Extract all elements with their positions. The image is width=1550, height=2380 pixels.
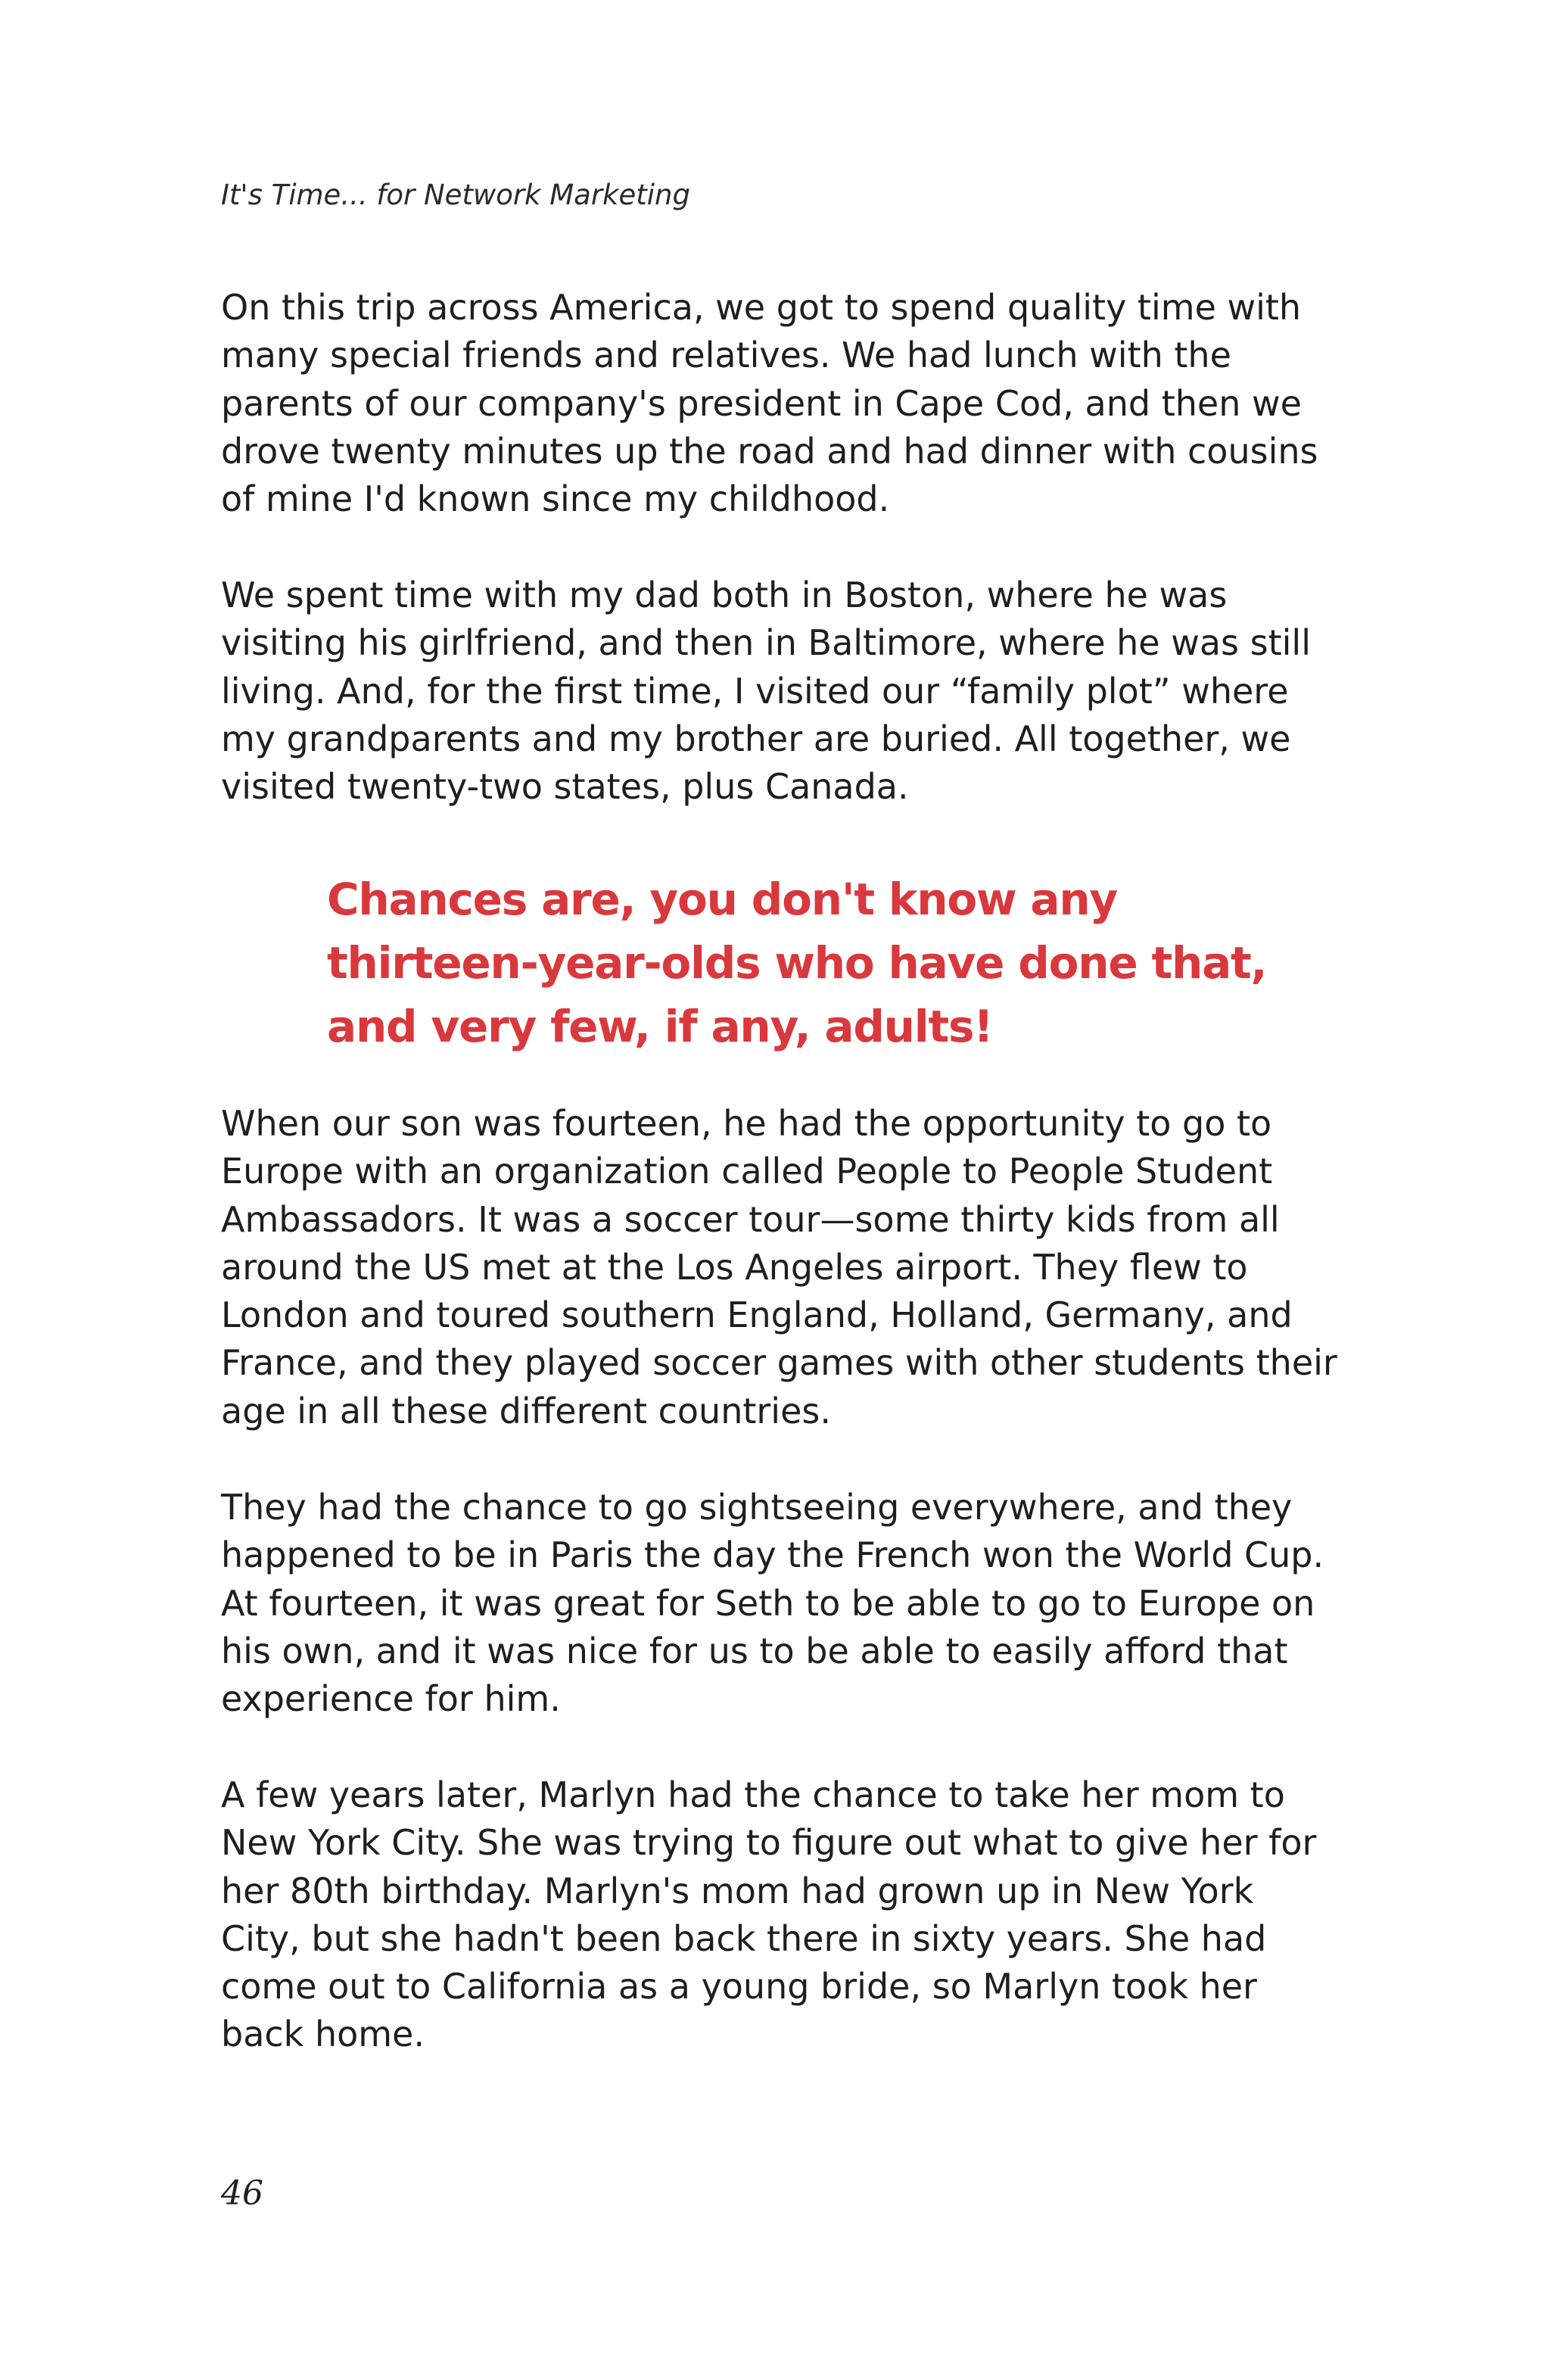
paragraph-5 xyxy=(221,1771,1341,2059)
pull-quote xyxy=(327,868,1311,1058)
text-line: They had the chance to go sightseeing everywhere, and they xyxy=(221,1487,1293,1528)
text-line: her 80th birthday. Marlyn's mom had grown up in New York xyxy=(221,1870,1254,1911)
text-line: around the US met at the Los Angeles airport. They flew to xyxy=(221,1246,1248,1288)
text-line: At fourteen, it was great for Seth to be able to go to Europe on xyxy=(221,1582,1315,1624)
paragraph-3 xyxy=(221,1100,1341,1435)
text-line: City, but she hadn't been back there in sixty years. She had xyxy=(221,1917,1267,1959)
text-line: A few years later, Marlyn had the chance to take her mom to xyxy=(221,1774,1285,1815)
text-line: visiting his girlfriend, and then in Baltimore, where he was still xyxy=(221,622,1311,664)
paragraph-2 xyxy=(221,572,1341,811)
text-line: living. And, for the first time, I visited our “family plot” where xyxy=(221,670,1289,712)
text-line: of mine I'd known since my childhood. xyxy=(221,478,890,520)
pull-quote-line: and very few, if any, adults! xyxy=(327,1001,993,1052)
text-line: experience for him. xyxy=(221,1678,561,1720)
text-line: visited twenty-two states, plus Canada. xyxy=(221,766,909,808)
text-line: many special friends and relatives. We had lunch with the xyxy=(221,335,1231,376)
text-line: Ambassadors. It was a soccer tour—some thirty kids from all xyxy=(221,1198,1280,1240)
text-line: my grandparents and my brother are buried. All together, we xyxy=(221,718,1291,759)
text-line: When our son was fourteen, he had the opportunity to go to xyxy=(221,1103,1272,1144)
text-line: drove twenty minutes up the road and had dinner with cousins xyxy=(221,430,1318,472)
text-line: happened to be in Paris the day the French won the World Cup. xyxy=(221,1534,1324,1576)
text-line: France, and they played soccer games with other students their xyxy=(221,1342,1337,1384)
text-line: his own, and it was nice for us to be able to easily afford that xyxy=(221,1630,1288,1671)
text-line: back home. xyxy=(221,2014,425,2055)
running-head: It's Time... for Network Marketing xyxy=(221,179,690,211)
text-line: We spent time with my dad both in Boston, where he was xyxy=(221,575,1228,615)
page-number: 46 xyxy=(221,2174,263,2213)
text-line: age in all these different countries. xyxy=(221,1390,831,1431)
paragraph-1 xyxy=(221,284,1341,523)
text-line: Europe with an organization called People to People Student xyxy=(221,1151,1273,1192)
pull-quote-line: Chances are, you don't know any xyxy=(327,874,1118,925)
text-line: On this trip across America, we got to spend quality time with xyxy=(221,287,1302,328)
text-line: London and toured southern England, Holland, Germany, and xyxy=(221,1294,1293,1336)
text-line: parents of our company's president in Cape Cod, and then we xyxy=(221,382,1302,424)
pull-quote-line: thirteen-year-olds who have done that, xyxy=(327,937,1267,989)
paragraph-4 xyxy=(221,1484,1341,1723)
text-line: come out to California as a young bride, so Marlyn took her xyxy=(221,1966,1257,2008)
text-line: New York City. She was trying to figure out what to give her for xyxy=(221,1822,1317,1864)
